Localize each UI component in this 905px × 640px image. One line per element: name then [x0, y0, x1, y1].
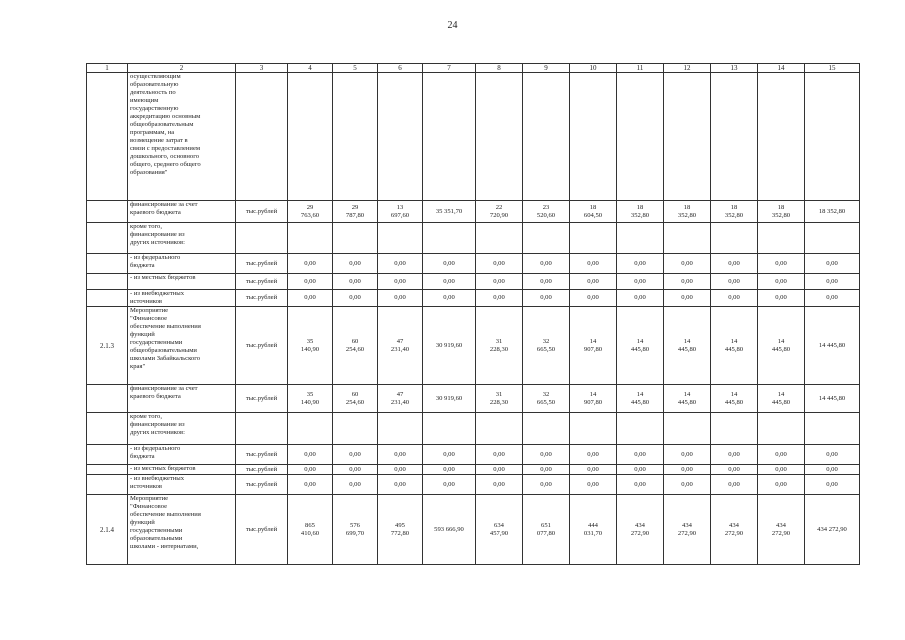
- value-cell: 0,00: [288, 290, 333, 307]
- value-cell: 47 231,40: [378, 307, 423, 385]
- value-cell: 0,00: [711, 475, 758, 495]
- value-cell: [423, 223, 476, 254]
- row-name: - из внебюджетных источников: [128, 290, 236, 307]
- value-cell: 0,00: [476, 445, 523, 465]
- value-cell: 14 445,80: [805, 385, 860, 413]
- value-cell: [378, 73, 423, 201]
- value-cell: 47 231,40: [378, 385, 423, 413]
- row-name: кроме того, финансирование из других источников:: [128, 223, 236, 254]
- row-code: [87, 465, 128, 475]
- value-cell: 0,00: [476, 290, 523, 307]
- column-number: 5: [333, 64, 378, 73]
- row-code: [87, 73, 128, 201]
- row-name: финансирование за счет краевого бюджета: [128, 385, 236, 413]
- value-cell: 0,00: [570, 475, 617, 495]
- value-cell: 22 720,90: [476, 201, 523, 223]
- value-cell: 30 919,60: [423, 307, 476, 385]
- row-unit: [236, 223, 288, 254]
- value-cell: 0,00: [805, 465, 860, 475]
- table-row: [87, 385, 860, 413]
- row-unit: тыс.рублей: [236, 274, 288, 290]
- value-cell: 0,00: [523, 274, 570, 290]
- value-cell: 0,00: [523, 254, 570, 274]
- table-row: [87, 445, 860, 465]
- value-cell: 29 787,80: [333, 201, 378, 223]
- value-cell: 0,00: [805, 254, 860, 274]
- value-cell: 0,00: [333, 445, 378, 465]
- value-cell: 0,00: [617, 465, 664, 475]
- value-cell: 0,00: [523, 290, 570, 307]
- value-cell: 0,00: [288, 475, 333, 495]
- value-cell: [758, 413, 805, 445]
- value-cell: [523, 73, 570, 201]
- value-cell: 18 352,80: [758, 201, 805, 223]
- value-cell: [333, 413, 378, 445]
- value-cell: [805, 223, 860, 254]
- value-cell: 0,00: [423, 465, 476, 475]
- value-cell: 14 445,80: [664, 307, 711, 385]
- row-name: Мероприятие "Финансовое обеспечение выполнения функций государственными образовательными школами - интернатами,: [128, 495, 236, 565]
- column-number: 9: [523, 64, 570, 73]
- value-cell: 0,00: [423, 290, 476, 307]
- column-number: 6: [378, 64, 423, 73]
- value-cell: 0,00: [758, 290, 805, 307]
- value-cell: 31 228,30: [476, 307, 523, 385]
- table-row: [87, 223, 860, 254]
- value-cell: [288, 413, 333, 445]
- value-cell: 0,00: [288, 274, 333, 290]
- row-name: - из местных бюджетов: [128, 465, 236, 475]
- value-cell: [711, 413, 758, 445]
- value-cell: 0,00: [805, 445, 860, 465]
- value-cell: 0,00: [617, 290, 664, 307]
- row-code: [87, 413, 128, 445]
- value-cell: 13 697,60: [378, 201, 423, 223]
- value-cell: 0,00: [664, 475, 711, 495]
- table-row: [87, 73, 860, 201]
- row-unit: тыс.рублей: [236, 290, 288, 307]
- value-cell: [570, 223, 617, 254]
- value-cell: 14 445,80: [758, 307, 805, 385]
- row-code: [87, 254, 128, 274]
- value-cell: 0,00: [476, 465, 523, 475]
- value-cell: 0,00: [333, 475, 378, 495]
- column-number: 8: [476, 64, 523, 73]
- table-row: [87, 274, 860, 290]
- value-cell: 0,00: [333, 254, 378, 274]
- value-cell: 0,00: [758, 445, 805, 465]
- value-cell: 0,00: [476, 274, 523, 290]
- value-cell: 0,00: [711, 290, 758, 307]
- row-name: Мероприятие "Финансовое обеспечение выполнения функций государственными общеобразовательными школами Забайкальского края": [128, 307, 236, 385]
- value-cell: 0,00: [378, 475, 423, 495]
- row-unit: [236, 73, 288, 201]
- value-cell: 495 772,80: [378, 495, 423, 565]
- value-cell: 18 352,80: [711, 201, 758, 223]
- row-code: [87, 201, 128, 223]
- value-cell: 576 699,70: [333, 495, 378, 565]
- value-cell: 0,00: [711, 445, 758, 465]
- value-cell: 0,00: [570, 290, 617, 307]
- row-code: [87, 274, 128, 290]
- value-cell: [288, 73, 333, 201]
- value-cell: 14 907,80: [570, 307, 617, 385]
- row-unit: тыс.рублей: [236, 475, 288, 495]
- value-cell: 0,00: [664, 254, 711, 274]
- table-row: [87, 290, 860, 307]
- row-name: кроме того, финансирование из других источников:: [128, 413, 236, 445]
- row-unit: тыс.рублей: [236, 465, 288, 475]
- value-cell: 0,00: [378, 274, 423, 290]
- value-cell: 0,00: [805, 290, 860, 307]
- value-cell: 0,00: [333, 274, 378, 290]
- row-unit: [236, 413, 288, 445]
- row-unit: тыс.рублей: [236, 201, 288, 223]
- value-cell: 29 763,60: [288, 201, 333, 223]
- value-cell: 31 228,30: [476, 385, 523, 413]
- column-number: 14: [758, 64, 805, 73]
- row-code: [87, 385, 128, 413]
- value-cell: 0,00: [423, 274, 476, 290]
- value-cell: [711, 223, 758, 254]
- value-cell: [617, 73, 664, 201]
- value-cell: [378, 413, 423, 445]
- value-cell: [758, 223, 805, 254]
- value-cell: [711, 73, 758, 201]
- value-cell: 0,00: [378, 290, 423, 307]
- value-cell: 444 031,70: [570, 495, 617, 565]
- value-cell: [476, 223, 523, 254]
- value-cell: [805, 73, 860, 201]
- value-cell: 0,00: [378, 445, 423, 465]
- value-cell: 18 352,80: [617, 201, 664, 223]
- row-code: [87, 223, 128, 254]
- value-cell: 0,00: [617, 475, 664, 495]
- value-cell: 0,00: [423, 475, 476, 495]
- value-cell: 35 351,70: [423, 201, 476, 223]
- value-cell: 651 077,80: [523, 495, 570, 565]
- value-cell: [570, 413, 617, 445]
- table-row: [87, 307, 860, 385]
- value-cell: [288, 223, 333, 254]
- value-cell: [805, 413, 860, 445]
- value-cell: 0,00: [288, 254, 333, 274]
- value-cell: 0,00: [378, 465, 423, 475]
- row-name: осуществляющим образовательную деятельность по имеющим государственную аккредитацию основным общеобразовательным программам, на возмещение затрат в связи с предоставлением дошкольного, основного общего, среднего общего образования": [128, 73, 236, 201]
- column-number: 7: [423, 64, 476, 73]
- value-cell: [476, 73, 523, 201]
- value-cell: [333, 73, 378, 201]
- value-cell: 0,00: [805, 475, 860, 495]
- value-cell: 32 665,50: [523, 307, 570, 385]
- value-cell: 23 520,60: [523, 201, 570, 223]
- value-cell: 0,00: [523, 465, 570, 475]
- financing-table: [86, 63, 860, 565]
- row-name: - из федерального бюджета: [128, 254, 236, 274]
- value-cell: 434 272,90: [758, 495, 805, 565]
- column-number: 2: [128, 64, 236, 73]
- value-cell: 634 457,90: [476, 495, 523, 565]
- row-unit: тыс.рублей: [236, 495, 288, 565]
- column-number: 15: [805, 64, 860, 73]
- row-code: [87, 475, 128, 495]
- value-cell: 0,00: [570, 445, 617, 465]
- row-code: [87, 445, 128, 465]
- table-row: [87, 201, 860, 223]
- value-cell: [617, 413, 664, 445]
- value-cell: 0,00: [378, 254, 423, 274]
- column-number: 12: [664, 64, 711, 73]
- row-name: - из внебюджетных источников: [128, 475, 236, 495]
- column-number: 3: [236, 64, 288, 73]
- value-cell: 14 445,80: [805, 307, 860, 385]
- value-cell: 35 140,90: [288, 385, 333, 413]
- value-cell: 14 445,80: [664, 385, 711, 413]
- value-cell: 0,00: [758, 254, 805, 274]
- value-cell: [378, 223, 423, 254]
- value-cell: 14 907,80: [570, 385, 617, 413]
- value-cell: 0,00: [523, 475, 570, 495]
- value-cell: 0,00: [476, 254, 523, 274]
- value-cell: 14 445,80: [617, 307, 664, 385]
- value-cell: 865 410,60: [288, 495, 333, 565]
- value-cell: 18 352,80: [805, 201, 860, 223]
- row-unit: тыс.рублей: [236, 254, 288, 274]
- value-cell: 0,00: [758, 475, 805, 495]
- value-cell: [617, 223, 664, 254]
- value-cell: 30 919,60: [423, 385, 476, 413]
- table-row: [87, 254, 860, 274]
- value-cell: 0,00: [333, 290, 378, 307]
- row-code: 2.1.3: [87, 307, 128, 385]
- value-cell: [333, 223, 378, 254]
- table-row: [87, 413, 860, 445]
- row-name: финансирование за счет краевого бюджета: [128, 201, 236, 223]
- column-number: 10: [570, 64, 617, 73]
- value-cell: 0,00: [711, 274, 758, 290]
- value-cell: 0,00: [476, 475, 523, 495]
- value-cell: [664, 413, 711, 445]
- value-cell: [664, 223, 711, 254]
- header-row: [87, 64, 860, 73]
- value-cell: 0,00: [711, 254, 758, 274]
- row-name: - из местных бюджетов: [128, 274, 236, 290]
- value-cell: 0,00: [805, 274, 860, 290]
- value-cell: 434 272,90: [664, 495, 711, 565]
- page-number: 24: [447, 20, 458, 31]
- value-cell: 60 254,60: [333, 307, 378, 385]
- row-code: [87, 290, 128, 307]
- column-number: 11: [617, 64, 664, 73]
- value-cell: [664, 73, 711, 201]
- value-cell: 0,00: [570, 465, 617, 475]
- value-cell: 0,00: [288, 465, 333, 475]
- value-cell: 14 445,80: [711, 385, 758, 413]
- table-row: [87, 465, 860, 475]
- value-cell: 0,00: [570, 254, 617, 274]
- value-cell: [523, 413, 570, 445]
- value-cell: 0,00: [664, 465, 711, 475]
- value-cell: 0,00: [617, 274, 664, 290]
- value-cell: 0,00: [617, 445, 664, 465]
- value-cell: 60 254,60: [333, 385, 378, 413]
- value-cell: 0,00: [758, 274, 805, 290]
- value-cell: 14 445,80: [758, 385, 805, 413]
- column-number: 1: [87, 64, 128, 73]
- value-cell: [476, 413, 523, 445]
- value-cell: 14 445,80: [617, 385, 664, 413]
- value-cell: 434 272,90: [711, 495, 758, 565]
- value-cell: 593 666,90: [423, 495, 476, 565]
- column-number: 13: [711, 64, 758, 73]
- value-cell: [570, 73, 617, 201]
- value-cell: 0,00: [333, 465, 378, 475]
- value-cell: 32 665,50: [523, 385, 570, 413]
- value-cell: 14 445,80: [711, 307, 758, 385]
- value-cell: [758, 73, 805, 201]
- value-cell: 0,00: [664, 290, 711, 307]
- value-cell: 0,00: [288, 445, 333, 465]
- row-code: 2.1.4: [87, 495, 128, 565]
- value-cell: 0,00: [758, 465, 805, 475]
- column-number: 4: [288, 64, 333, 73]
- value-cell: 0,00: [423, 445, 476, 465]
- value-cell: [423, 413, 476, 445]
- table-row: [87, 475, 860, 495]
- value-cell: 434 272,90: [617, 495, 664, 565]
- value-cell: 0,00: [423, 254, 476, 274]
- value-cell: 0,00: [711, 465, 758, 475]
- value-cell: 18 604,50: [570, 201, 617, 223]
- table-row: [87, 495, 860, 565]
- value-cell: 434 272,90: [805, 495, 860, 565]
- value-cell: [523, 223, 570, 254]
- row-unit: тыс.рублей: [236, 385, 288, 413]
- row-name: - из федерального бюджета: [128, 445, 236, 465]
- value-cell: [423, 73, 476, 201]
- row-unit: тыс.рублей: [236, 307, 288, 385]
- value-cell: 0,00: [664, 445, 711, 465]
- value-cell: 0,00: [664, 274, 711, 290]
- row-unit: тыс.рублей: [236, 445, 288, 465]
- value-cell: 0,00: [570, 274, 617, 290]
- value-cell: 0,00: [523, 445, 570, 465]
- value-cell: 0,00: [617, 254, 664, 274]
- value-cell: 35 140,90: [288, 307, 333, 385]
- value-cell: 18 352,80: [664, 201, 711, 223]
